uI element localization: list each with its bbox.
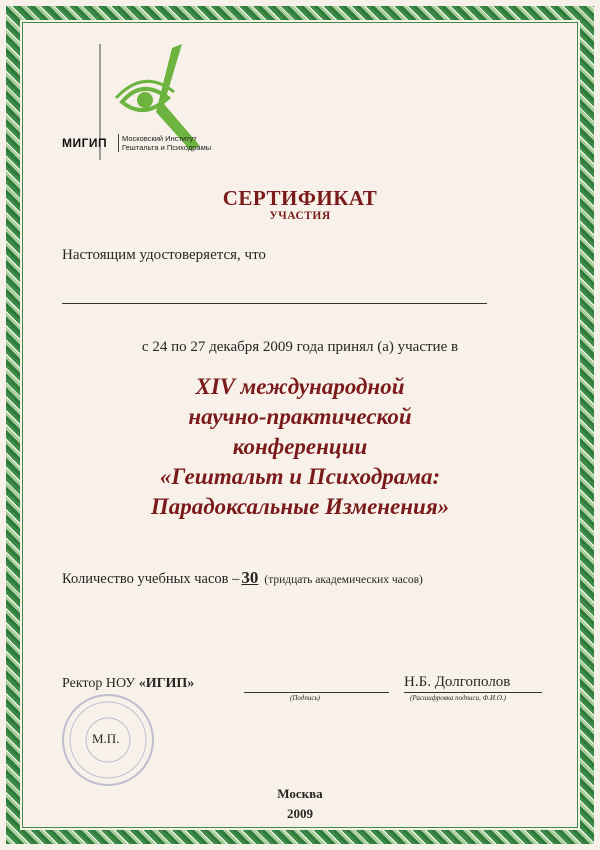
certificate-title: СЕРТИФИКАТ [222, 186, 378, 210]
recipient-name-line [62, 303, 487, 304]
signer-name-line [404, 692, 542, 693]
conference-title-line: конференции [232, 434, 368, 459]
conference-title-line: XIV международной [195, 374, 405, 399]
certificate-subtitle: УЧАСТИЯ [269, 210, 331, 222]
rector-title: Ректор НОУ [62, 676, 136, 691]
signer-caption: (Расшифровка подписи, Ф.И.О.) [410, 694, 506, 702]
hours-label: Количество учебных часов – [62, 571, 240, 587]
year: 2009 [287, 806, 313, 821]
city: Москва [277, 786, 323, 801]
logo-institute-name [118, 134, 211, 152]
intro-text: Настоящим удостоверяется, что [62, 247, 266, 263]
signature-line [244, 692, 389, 693]
hours-words: (тридцать академических часов) [264, 574, 423, 586]
conference-title-line: «Гештальт и Психодрама: [159, 464, 441, 489]
participation-text: с 24 по 27 декабря 2009 года принял (а) участие в [141, 339, 459, 355]
stamp-label: М.П. [92, 731, 120, 746]
logo-abbreviation: МИГИП [62, 136, 108, 150]
conference-title-line: научно-практической [188, 404, 412, 429]
hours-value: 30 [241, 568, 259, 587]
organization-name: «ИГИП» [138, 676, 195, 691]
signer-name: Н.Б. Долгополов [404, 674, 511, 690]
conference-title-line: Парадоксальные Изменения» [150, 494, 450, 519]
logo-name-line: Московский Институт [122, 134, 197, 143]
signature-caption: (Подпись) [290, 694, 320, 702]
logo-name-line: Гештальта и Психодрамы [122, 143, 212, 152]
conference-title [0, 372, 600, 522]
study-hours [62, 568, 423, 588]
rector-label [62, 676, 194, 692]
